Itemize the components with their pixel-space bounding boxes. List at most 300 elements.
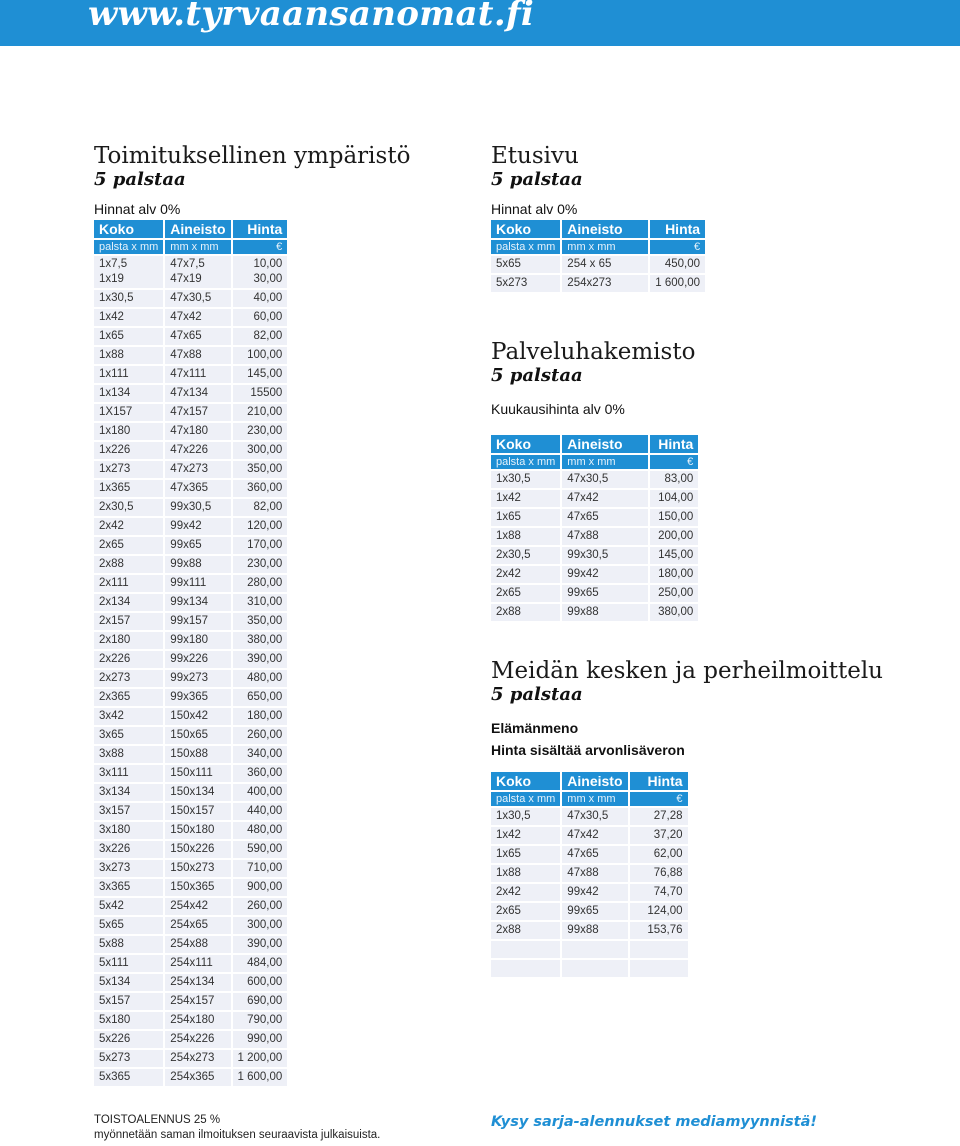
table-row bbox=[491, 471, 698, 488]
cell-aineisto: 47x134 bbox=[165, 385, 230, 402]
cell-aineisto: 254x180 bbox=[165, 1012, 230, 1029]
cell-hinta: 170,00 bbox=[233, 537, 288, 554]
cell-hinta: 650,00 bbox=[233, 689, 288, 706]
cell-hinta: 15500 bbox=[233, 385, 288, 402]
cell-koko: 1x365 bbox=[94, 480, 163, 497]
cell-hinta: 153,76 bbox=[630, 922, 688, 939]
header-koko: Koko bbox=[94, 220, 163, 238]
cell-koko: 1x30,5 bbox=[491, 808, 560, 825]
cell-hinta: 124,00 bbox=[630, 903, 688, 920]
unit-hinta: € bbox=[650, 240, 705, 254]
cell-koko: 1x7,5 1x19 bbox=[94, 256, 163, 288]
cell-aineisto: 47x30,5 bbox=[165, 290, 230, 307]
cell-aineisto: 254x65 bbox=[165, 917, 230, 934]
price-note: Hinnat alv 0% bbox=[491, 201, 578, 217]
cell-hinta: 360,00 bbox=[233, 480, 288, 497]
cell-hinta: 400,00 bbox=[233, 784, 288, 801]
table-row bbox=[94, 1050, 287, 1067]
cell-koko: 1x111 bbox=[94, 366, 163, 383]
table-row bbox=[94, 461, 287, 478]
cell-hinta: 300,00 bbox=[233, 917, 288, 934]
table-row bbox=[491, 566, 698, 583]
cell-aineisto: 150x134 bbox=[165, 784, 230, 801]
cell-koko: 2x88 bbox=[491, 604, 560, 621]
cell-koko: 2x365 bbox=[94, 689, 163, 706]
table-header bbox=[491, 220, 705, 238]
cell-koko: 5x111 bbox=[94, 955, 163, 972]
cell-koko: 5x134 bbox=[94, 974, 163, 991]
table-row bbox=[94, 404, 287, 421]
cell-aineisto: 47x65 bbox=[562, 846, 627, 863]
cell-aineisto: 99x30,5 bbox=[562, 547, 648, 564]
cell-hinta: 145,00 bbox=[650, 547, 698, 564]
header-aineisto: Aineisto bbox=[165, 220, 230, 238]
table-row bbox=[94, 670, 287, 687]
table-row bbox=[94, 727, 287, 744]
cell-hinta: 40,00 bbox=[233, 290, 288, 307]
cell-koko: 1x226 bbox=[94, 442, 163, 459]
table-row bbox=[491, 808, 688, 825]
repeat-discount-text: myönnetään saman ilmoituksen seuraavista julkaisuista. bbox=[94, 1129, 381, 1141]
section-title: Etusivu bbox=[491, 143, 579, 169]
cell-hinta: 74,70 bbox=[630, 884, 688, 901]
cell-aineisto: 47x88 bbox=[562, 865, 627, 882]
cell-koko: 2x111 bbox=[94, 575, 163, 592]
table-row bbox=[94, 1031, 287, 1048]
cell-hinta: 82,00 bbox=[233, 499, 288, 516]
cell-aineisto: 254x157 bbox=[165, 993, 230, 1010]
cell-aineisto: 254x88 bbox=[165, 936, 230, 953]
cell-koko: 2x180 bbox=[94, 632, 163, 649]
table-row bbox=[94, 518, 287, 535]
cell-hinta: 350,00 bbox=[233, 461, 288, 478]
cell-hinta: 340,00 bbox=[233, 746, 288, 763]
cell-koko: 1x88 bbox=[491, 528, 560, 545]
unit-hinta: € bbox=[630, 792, 688, 806]
cell-hinta: 82,00 bbox=[233, 328, 288, 345]
section-etusivu bbox=[491, 143, 707, 294]
price-table bbox=[92, 218, 289, 1088]
table-row bbox=[94, 1069, 287, 1086]
header-banner bbox=[0, 0, 960, 46]
cell-aineisto: 150x157 bbox=[165, 803, 230, 820]
cell-koko: 3x365 bbox=[94, 879, 163, 896]
price-table-body bbox=[491, 220, 705, 292]
header-aineisto: Aineisto bbox=[562, 772, 627, 790]
cell-koko bbox=[491, 960, 560, 977]
unit-koko: palsta x mm bbox=[491, 792, 560, 806]
cell-koko: 2x42 bbox=[94, 518, 163, 535]
cell-hinta: 360,00 bbox=[233, 765, 288, 782]
cell-hinta: 690,00 bbox=[233, 993, 288, 1010]
cell-koko: 1X157 bbox=[94, 404, 163, 421]
table-row bbox=[94, 613, 287, 630]
cell-hinta: 37,20 bbox=[630, 827, 688, 844]
cell-hinta: 230,00 bbox=[233, 556, 288, 573]
cell-koko: 2x273 bbox=[94, 670, 163, 687]
cell-koko: 3x42 bbox=[94, 708, 163, 725]
cell-koko: 2x226 bbox=[94, 651, 163, 668]
cell-aineisto: 254 x 65 bbox=[562, 256, 648, 273]
table-row bbox=[94, 860, 287, 877]
cell-koko: 1x42 bbox=[94, 309, 163, 326]
cell-koko: 3x88 bbox=[94, 746, 163, 763]
cell-aineisto: 99x88 bbox=[562, 922, 627, 939]
unit-koko: palsta x mm bbox=[491, 240, 560, 254]
cell-aineisto: 254x111 bbox=[165, 955, 230, 972]
cell-hinta: 480,00 bbox=[233, 670, 288, 687]
table-row bbox=[94, 385, 287, 402]
table-row bbox=[491, 903, 688, 920]
table-row bbox=[94, 594, 287, 611]
vat-note: Hinta sisältää arvonlisäveron bbox=[491, 742, 685, 758]
cell-aineisto: 47x273 bbox=[165, 461, 230, 478]
cell-aineisto: 150x88 bbox=[165, 746, 230, 763]
price-table-body bbox=[94, 220, 287, 1086]
cell-hinta: 260,00 bbox=[233, 727, 288, 744]
cell-aineisto: 254x365 bbox=[165, 1069, 230, 1086]
cell-hinta: 790,00 bbox=[233, 1012, 288, 1029]
unit-koko: palsta x mm bbox=[491, 455, 560, 469]
table-row bbox=[94, 366, 287, 383]
cell-koko: 1x65 bbox=[94, 328, 163, 345]
cell-aineisto: 47x365 bbox=[165, 480, 230, 497]
table-row bbox=[94, 442, 287, 459]
header-koko: Koko bbox=[491, 220, 560, 238]
unit-aineisto: mm x mm bbox=[165, 240, 230, 254]
cell-aineisto: 47x30,5 bbox=[562, 808, 627, 825]
table-row bbox=[94, 765, 287, 782]
price-note: Hinnat alv 0% bbox=[94, 201, 181, 217]
cell-aineisto: 150x111 bbox=[165, 765, 230, 782]
cell-aineisto: 47x111 bbox=[165, 366, 230, 383]
cell-aineisto: 99x65 bbox=[165, 537, 230, 554]
cell-hinta: 380,00 bbox=[650, 604, 698, 621]
section-subtitle: 5 palstaa bbox=[491, 169, 583, 190]
table-row bbox=[491, 256, 705, 273]
cell-aineisto: 99x134 bbox=[165, 594, 230, 611]
table-row bbox=[94, 537, 287, 554]
cell-koko: 1x42 bbox=[491, 490, 560, 507]
price-table bbox=[489, 770, 690, 979]
table-row bbox=[94, 708, 287, 725]
cell-koko: 2x65 bbox=[491, 585, 560, 602]
cell-hinta: 145,00 bbox=[233, 366, 288, 383]
cell-koko: 2x65 bbox=[94, 537, 163, 554]
table-header bbox=[491, 435, 698, 453]
header-aineisto: Aineisto bbox=[562, 435, 648, 453]
unit-hinta: € bbox=[650, 455, 698, 469]
cell-hinta: 1 600,00 bbox=[650, 275, 705, 292]
table-row bbox=[94, 632, 287, 649]
section-palveluhakemisto bbox=[491, 339, 700, 623]
cell-koko: 5x42 bbox=[94, 898, 163, 915]
cell-hinta: 484,00 bbox=[233, 955, 288, 972]
cell-aineisto: 99x180 bbox=[165, 632, 230, 649]
cell-koko: 5x88 bbox=[94, 936, 163, 953]
cell-aineisto: 150x65 bbox=[165, 727, 230, 744]
cell-koko: 2x42 bbox=[491, 884, 560, 901]
cell-hinta: 450,00 bbox=[650, 256, 705, 273]
cell-koko: 5x226 bbox=[94, 1031, 163, 1048]
table-row bbox=[94, 423, 287, 440]
cell-aineisto: 254x273 bbox=[562, 275, 648, 292]
cell-koko: 1x30,5 bbox=[491, 471, 560, 488]
cell-koko bbox=[491, 941, 560, 958]
table-row bbox=[94, 290, 287, 307]
cell-hinta: 60,00 bbox=[233, 309, 288, 326]
cell-hinta: 480,00 bbox=[233, 822, 288, 839]
header-koko: Koko bbox=[491, 435, 560, 453]
table-row bbox=[491, 604, 698, 621]
table-row bbox=[94, 917, 287, 934]
cell-hinta bbox=[630, 960, 688, 977]
table-row bbox=[94, 499, 287, 516]
cell-hinta: 380,00 bbox=[233, 632, 288, 649]
table-row bbox=[491, 585, 698, 602]
cell-koko: 2x88 bbox=[94, 556, 163, 573]
header-hinta: Hinta bbox=[650, 435, 698, 453]
repeat-discount-title: TOISTOALENNUS 25 % bbox=[94, 1114, 221, 1126]
cell-hinta: 390,00 bbox=[233, 651, 288, 668]
category-note: Elämänmeno bbox=[491, 720, 579, 736]
cell-hinta: 1 200,00 bbox=[233, 1050, 288, 1067]
price-table-body bbox=[491, 435, 698, 621]
cell-koko: 5x65 bbox=[94, 917, 163, 934]
section-title: Palveluhakemisto bbox=[491, 339, 696, 365]
table-header bbox=[94, 220, 287, 238]
price-table bbox=[489, 218, 707, 294]
cell-koko: 1x65 bbox=[491, 509, 560, 526]
cell-hinta: 210,00 bbox=[233, 404, 288, 421]
table-row bbox=[491, 884, 688, 901]
cell-aineisto: 99x157 bbox=[165, 613, 230, 630]
cell-hinta: 590,00 bbox=[233, 841, 288, 858]
cell-koko: 1x273 bbox=[94, 461, 163, 478]
cell-koko: 3x180 bbox=[94, 822, 163, 839]
cell-aineisto: 99x42 bbox=[165, 518, 230, 535]
cell-koko: 2x157 bbox=[94, 613, 163, 630]
table-header bbox=[491, 772, 688, 790]
cell-aineisto: 99x88 bbox=[165, 556, 230, 573]
cell-aineisto bbox=[562, 960, 627, 977]
cell-aineisto: 150x180 bbox=[165, 822, 230, 839]
cell-hinta: 900,00 bbox=[233, 879, 288, 896]
cell-koko: 2x30,5 bbox=[94, 499, 163, 516]
cell-koko: 1x88 bbox=[94, 347, 163, 364]
table-row bbox=[94, 651, 287, 668]
header-aineisto: Aineisto bbox=[562, 220, 648, 238]
cell-aineisto: 47x42 bbox=[562, 827, 627, 844]
cell-koko: 1x134 bbox=[94, 385, 163, 402]
cell-hinta: 990,00 bbox=[233, 1031, 288, 1048]
table-row bbox=[491, 509, 698, 526]
cell-koko: 2x65 bbox=[491, 903, 560, 920]
table-row bbox=[94, 309, 287, 326]
header-hinta: Hinta bbox=[650, 220, 705, 238]
cell-aineisto: 47x30,5 bbox=[562, 471, 648, 488]
cell-hinta: 150,00 bbox=[650, 509, 698, 526]
cell-hinta bbox=[630, 941, 688, 958]
table-row bbox=[94, 822, 287, 839]
table-row bbox=[491, 865, 688, 882]
cell-aineisto: 150x365 bbox=[165, 879, 230, 896]
table-row bbox=[491, 846, 688, 863]
cell-koko: 3x273 bbox=[94, 860, 163, 877]
cell-aineisto: 150x226 bbox=[165, 841, 230, 858]
cell-koko: 5x180 bbox=[94, 1012, 163, 1029]
unit-hinta: € bbox=[233, 240, 288, 254]
cell-aineisto: 47x157 bbox=[165, 404, 230, 421]
cell-koko: 1x65 bbox=[491, 846, 560, 863]
cell-aineisto: 47x65 bbox=[165, 328, 230, 345]
cell-aineisto: 47x88 bbox=[562, 528, 648, 545]
cell-aineisto: 47x7,5 47x19 bbox=[165, 256, 230, 288]
table-row bbox=[94, 256, 287, 288]
cell-aineisto: 47x180 bbox=[165, 423, 230, 440]
table-units bbox=[94, 240, 287, 254]
cell-koko: 5x365 bbox=[94, 1069, 163, 1086]
table-row bbox=[491, 547, 698, 564]
section-toimituksellinen bbox=[94, 143, 410, 1088]
cell-aineisto: 47x226 bbox=[165, 442, 230, 459]
table-row bbox=[491, 960, 688, 977]
cell-koko: 1x88 bbox=[491, 865, 560, 882]
table-row bbox=[94, 898, 287, 915]
cell-hinta: 83,00 bbox=[650, 471, 698, 488]
table-row bbox=[94, 879, 287, 896]
section-title: Meidän kesken ja perheilmoittelu bbox=[491, 658, 883, 684]
cell-aineisto: 99x42 bbox=[562, 566, 648, 583]
cell-koko: 5x273 bbox=[94, 1050, 163, 1067]
table-row bbox=[94, 974, 287, 991]
table-row bbox=[94, 955, 287, 972]
cell-aineisto: 47x42 bbox=[165, 309, 230, 326]
table-row bbox=[94, 328, 287, 345]
cell-hinta: 120,00 bbox=[233, 518, 288, 535]
table-row bbox=[491, 827, 688, 844]
table-row bbox=[94, 556, 287, 573]
cell-koko: 2x88 bbox=[491, 922, 560, 939]
cell-aineisto: 99x273 bbox=[165, 670, 230, 687]
table-row bbox=[94, 746, 287, 763]
cell-aineisto: 254x226 bbox=[165, 1031, 230, 1048]
unit-aineisto: mm x mm bbox=[562, 792, 627, 806]
cell-hinta: 710,00 bbox=[233, 860, 288, 877]
table-row bbox=[491, 922, 688, 939]
section-subtitle: 5 palstaa bbox=[491, 365, 583, 386]
cell-aineisto: 254x42 bbox=[165, 898, 230, 915]
cell-koko: 3x65 bbox=[94, 727, 163, 744]
cell-aineisto: 99x42 bbox=[562, 884, 627, 901]
unit-aineisto: mm x mm bbox=[562, 455, 648, 469]
table-row bbox=[94, 784, 287, 801]
site-url: www.tyrvaansanomat.fi bbox=[88, 0, 535, 34]
header-hinta: Hinta bbox=[233, 220, 288, 238]
table-row bbox=[491, 528, 698, 545]
cell-hinta: 180,00 bbox=[650, 566, 698, 583]
cell-koko: 1x180 bbox=[94, 423, 163, 440]
cell-hinta: 100,00 bbox=[233, 347, 288, 364]
cell-koko: 3x134 bbox=[94, 784, 163, 801]
cell-hinta: 260,00 bbox=[233, 898, 288, 915]
cell-hinta: 200,00 bbox=[650, 528, 698, 545]
section-meidan-kesken bbox=[491, 658, 883, 979]
cell-koko: 3x157 bbox=[94, 803, 163, 820]
header-hinta: Hinta bbox=[630, 772, 688, 790]
cell-hinta: 104,00 bbox=[650, 490, 698, 507]
table-row bbox=[94, 575, 287, 592]
series-discount-cta: Kysy sarja-alennukset mediamyynnistä! bbox=[491, 1114, 818, 1130]
section-title: Toimituksellinen ympäristö bbox=[94, 143, 411, 169]
cell-koko: 1x42 bbox=[491, 827, 560, 844]
price-note: Kuukausihinta alv 0% bbox=[491, 401, 625, 417]
price-table-body bbox=[491, 772, 688, 977]
cell-hinta: 27,28 bbox=[630, 808, 688, 825]
cell-aineisto: 99x111 bbox=[165, 575, 230, 592]
cell-aineisto: 99x88 bbox=[562, 604, 648, 621]
cell-aineisto: 99x226 bbox=[165, 651, 230, 668]
cell-koko: 2x42 bbox=[491, 566, 560, 583]
cell-aineisto: 47x88 bbox=[165, 347, 230, 364]
repeat-discount-note bbox=[94, 1113, 380, 1143]
cell-aineisto: 254x134 bbox=[165, 974, 230, 991]
cell-hinta: 390,00 bbox=[233, 936, 288, 953]
cell-aineisto: 99x65 bbox=[562, 903, 627, 920]
table-row bbox=[94, 689, 287, 706]
table-units bbox=[491, 792, 688, 806]
table-row bbox=[491, 941, 688, 958]
table-row bbox=[94, 480, 287, 497]
cell-aineisto: 150x273 bbox=[165, 860, 230, 877]
price-table bbox=[489, 433, 700, 623]
cell-aineisto: 254x273 bbox=[165, 1050, 230, 1067]
cell-koko: 1x30,5 bbox=[94, 290, 163, 307]
table-units bbox=[491, 240, 705, 254]
cell-aineisto: 99x65 bbox=[562, 585, 648, 602]
table-row bbox=[94, 936, 287, 953]
cell-hinta: 300,00 bbox=[233, 442, 288, 459]
table-row bbox=[94, 803, 287, 820]
table-row bbox=[94, 1012, 287, 1029]
cell-hinta: 280,00 bbox=[233, 575, 288, 592]
cell-hinta: 230,00 bbox=[233, 423, 288, 440]
section-subtitle: 5 palstaa bbox=[94, 169, 186, 190]
cell-koko: 2x30,5 bbox=[491, 547, 560, 564]
header-koko: Koko bbox=[491, 772, 560, 790]
cell-aineisto: 99x365 bbox=[165, 689, 230, 706]
table-row bbox=[94, 347, 287, 364]
cell-koko: 5x157 bbox=[94, 993, 163, 1010]
cell-hinta: 76,88 bbox=[630, 865, 688, 882]
cell-hinta: 350,00 bbox=[233, 613, 288, 630]
cell-koko: 5x65 bbox=[491, 256, 560, 273]
cell-hinta: 250,00 bbox=[650, 585, 698, 602]
table-row bbox=[491, 490, 698, 507]
unit-koko: palsta x mm bbox=[94, 240, 163, 254]
cell-koko: 3x226 bbox=[94, 841, 163, 858]
section-subtitle: 5 palstaa bbox=[491, 684, 583, 705]
unit-aineisto: mm x mm bbox=[562, 240, 648, 254]
cell-hinta: 180,00 bbox=[233, 708, 288, 725]
cell-koko: 2x134 bbox=[94, 594, 163, 611]
table-row bbox=[94, 841, 287, 858]
cell-koko: 3x111 bbox=[94, 765, 163, 782]
cell-hinta: 310,00 bbox=[233, 594, 288, 611]
cell-aineisto: 47x65 bbox=[562, 509, 648, 526]
cell-hinta: 440,00 bbox=[233, 803, 288, 820]
cell-aineisto: 150x42 bbox=[165, 708, 230, 725]
